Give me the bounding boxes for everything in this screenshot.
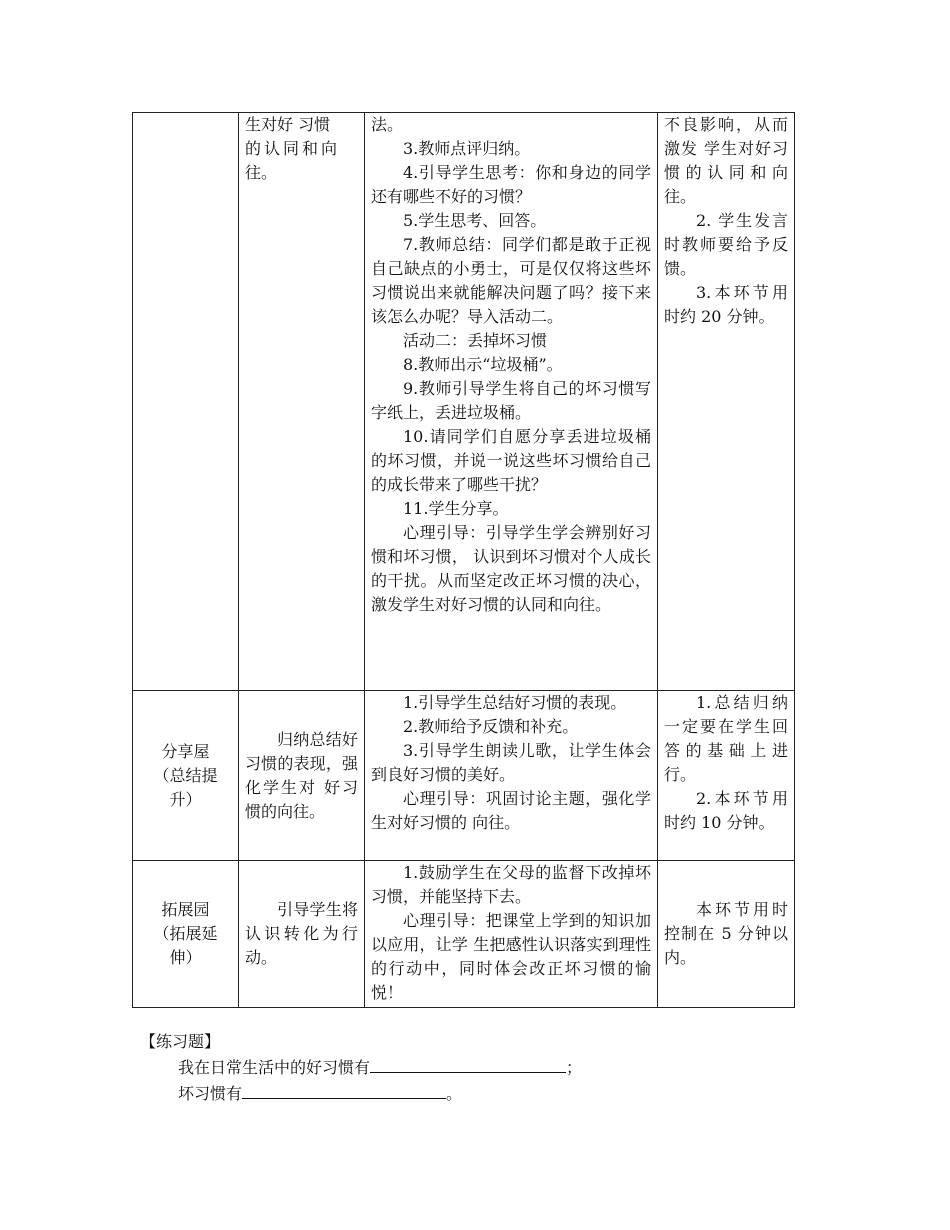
exercise-prompt: 坏习惯有: [178, 1084, 243, 1103]
process-step: 4.引导学生思考：你和身边的同学还有哪些不好的习惯？: [371, 163, 651, 206]
process-step: 1.鼓励学生在父母的监督下改掉坏习惯，并能坚持下去。: [371, 863, 651, 906]
goal-line: 生对好 习惯: [245, 115, 331, 134]
exercise-line-bad-habits: [140, 1080, 582, 1106]
process-step: 2.教师给予反馈和补充。: [403, 717, 579, 736]
stage-subtitle: （拓展延: [153, 924, 218, 943]
lesson-plan-table: [132, 112, 795, 1008]
exercise-section: [140, 1030, 582, 1106]
goal-cell: [239, 113, 365, 691]
answer-blank[interactable]: [370, 1054, 566, 1073]
note-item: 2. 学生发言时教师要给予反馈。: [664, 211, 788, 278]
stage-subtitle: （总结提: [153, 765, 218, 785]
process-step: 3.引导学生朗读儿歌，让学生体会到良好习惯的美好。: [371, 741, 651, 784]
process-cell: [365, 861, 658, 1008]
exercise-punct: ；: [566, 1058, 583, 1077]
process-step: 1.引导学生总结好习惯的表现。: [403, 693, 627, 712]
goal-line: 往。: [245, 163, 278, 182]
process-step: 11.学生分享。: [403, 499, 509, 518]
goal-cell: [239, 861, 365, 1008]
note-item: 不良影响，从而激发 学生对好习惯的认同和向往。: [664, 115, 788, 206]
process-cell: [365, 113, 658, 691]
table-row: [133, 113, 795, 691]
goal-cell: [239, 691, 365, 861]
process-step: 3.教师点评归纳。: [403, 139, 531, 158]
goal-text: 归纳总结好 习惯的表现，强化学生对 好习惯的向往。: [245, 729, 358, 821]
stage-cell: [133, 861, 239, 1008]
process-step: 5.学生思考、回答。: [403, 211, 547, 230]
table-row: [133, 691, 795, 861]
stage-name: 分享屋: [161, 741, 210, 761]
exercise-prompt: 我在日常生活中的好习惯有: [178, 1058, 371, 1077]
stage-cell: [133, 691, 239, 861]
table-row: [133, 861, 795, 1008]
stage-cell: [133, 113, 239, 691]
note-item: 2.本环节用时约 10 分钟。: [664, 789, 788, 832]
stage-subtitle: 升）: [169, 789, 202, 809]
note-item: 1.总结归纳一定要在学生回答的基础上进行。: [664, 693, 788, 784]
process-step: 10.请同学们自愿分享丢进垃圾桶的坏习惯，并说一说这些坏习惯给自己的成长带来了哪些干扰？: [371, 427, 651, 494]
stage-name: 拓展园: [161, 900, 210, 919]
process-cell: [365, 691, 658, 861]
exercise-line-good-habits: [140, 1054, 582, 1080]
exercise-punct: 。: [446, 1084, 463, 1103]
goal-text: 引导学生将 认识转化为行动。: [245, 900, 358, 967]
process-step: 8.教师出示“垃圾桶”。: [403, 355, 563, 374]
process-step: 心理引导：把课堂上学到的知识加以应用，让学 生把感性认识落实到理性的行动中，同时体会改正坏习惯的愉悦！: [371, 911, 651, 1002]
process-step: 心理引导：巩固讨论主题，强化学生对好习惯的 向往。: [371, 789, 651, 832]
exercise-title: 【练习题】: [140, 1032, 221, 1051]
answer-blank[interactable]: [242, 1080, 446, 1099]
notes-cell: [658, 691, 795, 861]
process-step: 心理引导：引导学生学会辨别好习惯和坏习惯， 认识到坏习惯对个人成长的干扰。从而坚定改正坏习惯的决心，激发学生对好习惯的认同和向往。: [371, 523, 651, 614]
notes-cell: [658, 113, 795, 691]
note-text: 本环节用时控制在 5 分钟以内。: [664, 900, 788, 967]
goal-line: 的认同和向: [245, 139, 341, 158]
stage-subtitle: 伸）: [169, 948, 202, 967]
process-step: 法。: [371, 115, 404, 134]
notes-cell: [658, 861, 795, 1008]
process-step: 7.教师总结：同学们都是敢于正视自己缺点的小勇士，可是仅仅将这些坏习惯说出来就能解决问题了吗？接下来该怎么办呢？导入活动二。: [371, 235, 651, 326]
process-step: 9.教师引导学生将自己的坏习惯写字纸上，丢进垃圾桶。: [371, 379, 651, 422]
process-step: 活动二：丢掉坏习惯: [403, 331, 548, 350]
note-item: 3.本环节用时约 20 分钟。: [664, 283, 788, 326]
